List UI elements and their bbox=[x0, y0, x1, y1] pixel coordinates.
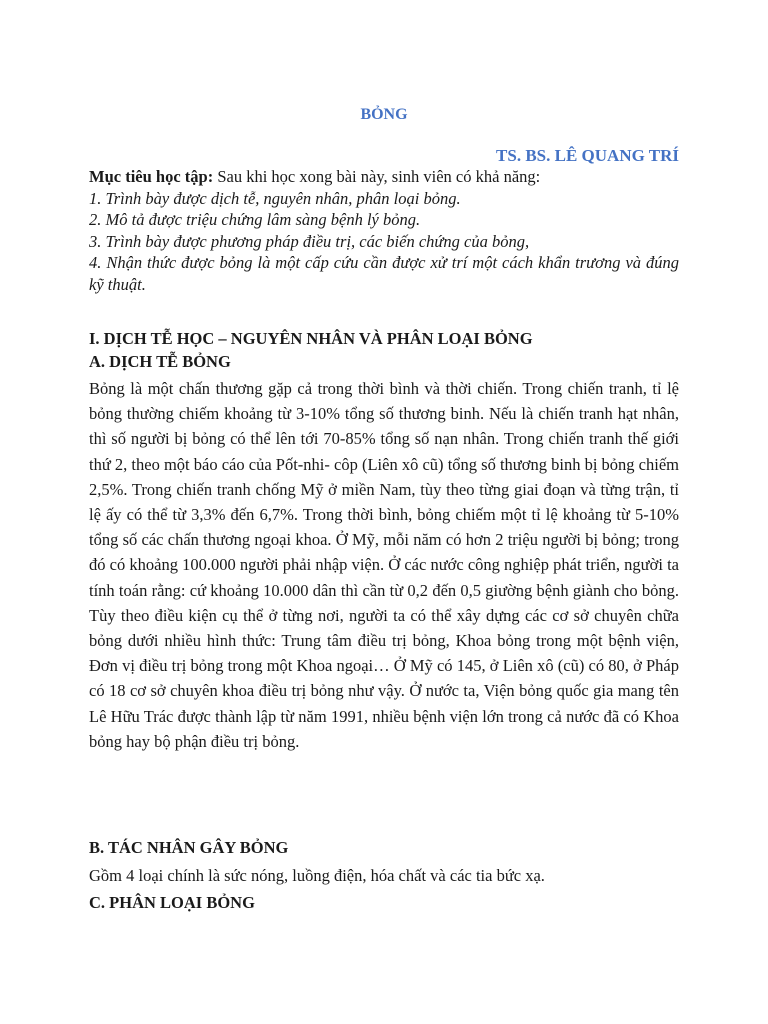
objective-item: 1. Trình bày được dịch tễ, nguyên nhân, phân loại bỏng. bbox=[89, 188, 461, 208]
objectives-lead-text: Sau khi học xong bài này, sinh viên có khả năng: bbox=[213, 167, 541, 186]
learning-objectives bbox=[89, 166, 679, 295]
objectives-lead-bold: Mục tiêu học tập: bbox=[89, 167, 214, 186]
causes-paragraph: Gồm 4 loại chính là sức nóng, luồng điện, hóa chất và các tia bức xạ. bbox=[89, 866, 545, 885]
section-heading-1: I. DỊCH TỄ HỌC – NGUYÊN NHÂN VÀ PHÂN LOẠI BỎNG bbox=[89, 329, 533, 348]
subsection-heading-b: B. TÁC NHÂN GÂY BỎNG bbox=[89, 838, 289, 857]
subsection-heading-a: A. DỊCH TỄ BỎNG bbox=[89, 352, 231, 371]
objectives-lead bbox=[89, 166, 679, 188]
objective-item: 4. Nhận thức được bỏng là một cấp cứu cần được xử trí một cách khẩn trương và đúng kỹ thuật. bbox=[89, 253, 679, 294]
objective-item: 2. Mô tả được triệu chứng lâm sàng bệnh lý bỏng. bbox=[89, 210, 421, 229]
document-author: TS. BS. LÊ QUANG TRÍ bbox=[496, 146, 679, 165]
subsection-heading-c: C. PHÂN LOẠI BỎNG bbox=[89, 893, 255, 912]
objective-item: 3. Trình bày được phương pháp điều trị, các biến chứng của bỏng, bbox=[89, 231, 530, 251]
epidemiology-paragraph: Bỏng là một chấn thương gặp cả trong thời bình và thời chiến. Trong chiến tranh, tỉ lệ bỏng thường chiếm khoảng từ 3-10% tổng số thương binh. Nếu là chiến tranh hạt nhân, thì số người bị bỏng có thể lên tới 70-85% tổng số nạn nhân. Trong chiến tranh thế giới thứ 2, theo một báo cáo của Pốt-nhi- côp (Liên xô cũ) tổng số thương binh bị bỏng chiếm 2,5%. Trong chiến tranh chống Mỹ ở miền Nam, tùy theo từng giai đoạn và từng trận, tỉ lệ ấy có thể từ 3,3% đến 6,7%. Trong thời bình, bỏng chiếm một tỉ lệ khoảng từ 5-10% tổng số các chấn thương ngoại khoa. Ở Mỹ, mỗi năm có hơn 2 triệu người bị bỏng; trong đó có khoảng 100.000 người phải nhập viện. Ở các nước công nghiệp phát triển, người ta tính toán rằng: cứ khoảng 10.000 dân thì cần từ 0,2 đến 0,5 giường bệnh giành cho bỏng. Tùy theo điều kiện cụ thể ở từng nơi, người ta có thể xây dựng các cơ sở chuyên chữa bỏng dưới nhiều hình thức: Trung tâm điều trị bỏng, Khoa bỏng trong một bệnh viện, Đơn vị điều trị bỏng trong một Khoa ngoại… Ở Mỹ có 145, ở Liên xô (cũ) có 80, ở Pháp có 18 cơ sở chuyên khoa điều trị bỏng như vậy. Ở nước ta, Viện bỏng quốc gia mang tên Lê Hữu Trác được thành lập từ năm 1991, nhiều bệnh viện lớn trong cả nước đã có Khoa bỏng hay bộ phận điều trị bỏng. bbox=[89, 379, 679, 751]
document-title: BỎNG bbox=[360, 106, 408, 123]
